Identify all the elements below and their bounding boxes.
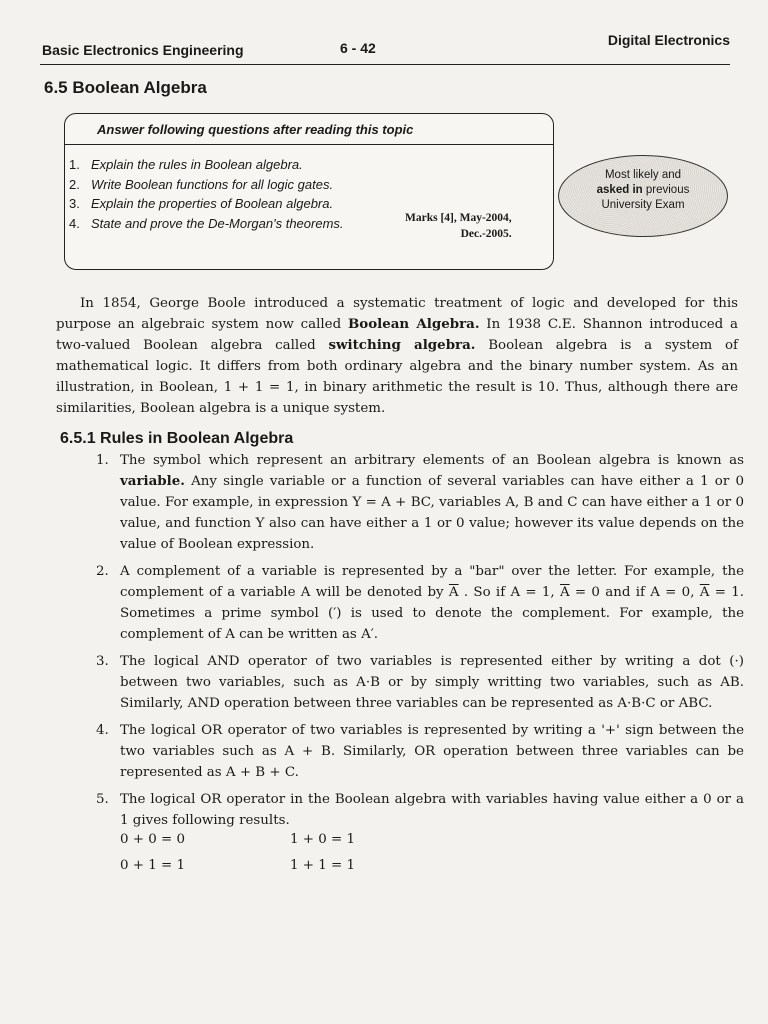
question-box bbox=[64, 113, 554, 270]
marks-note: Marks [4], May-2004, Dec.-2005. bbox=[405, 212, 512, 240]
header-chapter-title: Digital Electronics bbox=[607, 32, 730, 48]
equation-row: 0 + 0 = 0 1 + 0 = 1 bbox=[120, 832, 356, 847]
or-truth-equations bbox=[120, 827, 355, 879]
header-book-title: Basic Electronics Engineering bbox=[42, 42, 244, 58]
rules-list bbox=[96, 450, 744, 837]
question-item: 4. State and prove the De-Morgan's theorems. bbox=[69, 215, 344, 231]
rule-item: 1. The symbol which represent an arbitrary elements of an Boolean algebra is known as variable. Any single variable or a function of several variables can have either a 1 or 0 value. For example, in expression Y = A + BC, variables A, B and C can have either a 1 or 0 value, and function Y also can have either a 1 or 0 value; however its value depends on the value of Boolean expression. bbox=[96, 453, 744, 552]
subsection-title: 6.5.1 Rules in Boolean Algebra bbox=[60, 430, 294, 447]
question-box-heading: Answer following questions after reading this topic bbox=[65, 114, 553, 145]
question-item: 1. Explain the rules in Boolean algebra. bbox=[69, 157, 303, 172]
rule-item: 2. A complement of a variable is represented by a "bar" over the letter. For example, the complement of a variable A will be denoted by $\overline{A}$ . So if A = 1, $\overline{A} = 0$ and if A = 0, $\overline{A} = 1$. Sometimes a prime symbol (′) is used to denote the complement. For example, the complement of A can be written as A′. bbox=[96, 564, 744, 642]
equation-row: 0 + 1 = 1 1 + 1 = 1 bbox=[120, 858, 356, 873]
header-page-number: 6 - 42 bbox=[340, 40, 376, 56]
intro-paragraph: In 1854, George Boole introduced a systematic treatment of logic and developed for this purpose an algebraic system now called Boolean Algebra. In 1938 C.E. Shannon introduced a two-valued Boolean algebra called switching algebra. Boolean algebra is a system of mathematical logic. It differs from both ordinary algebra and the binary number system. As an illustration, in Boolean, 1 + 1 = 1, in binary arithmetic the result is 10. Thus, although there are similarities, Boolean algebra is a unique system. bbox=[56, 296, 738, 417]
section-title: 6.5 Boolean Algebra bbox=[44, 78, 207, 97]
rule-item: 5. The logical OR operator in the Boolean algebra with variables having value either a 0 or a 1 gives following results. bbox=[96, 792, 744, 828]
rule-item: 4. The logical OR operator of two variables is represented by writing a '+' sign between the two variables such as A + B. Similarly, OR operation between three variables can be represented as A + B + C. bbox=[96, 723, 744, 780]
question-item: 2. Write Boolean functions for all logic gates. bbox=[69, 176, 334, 192]
rule-item: 3. The logical AND operator of two variables is represented either by writing a dot (·) between two variables, such as A·B or by simply writting two variables, such as AB. Similarly, AND operation between three variables can be represented as A·B·C or ABC. bbox=[96, 654, 744, 711]
page-header bbox=[40, 30, 730, 65]
question-item: 3. Explain the properties of Boolean algebra. bbox=[69, 196, 334, 211]
exam-cloud-callout: Most likely and asked in previous University Exam bbox=[558, 155, 728, 237]
